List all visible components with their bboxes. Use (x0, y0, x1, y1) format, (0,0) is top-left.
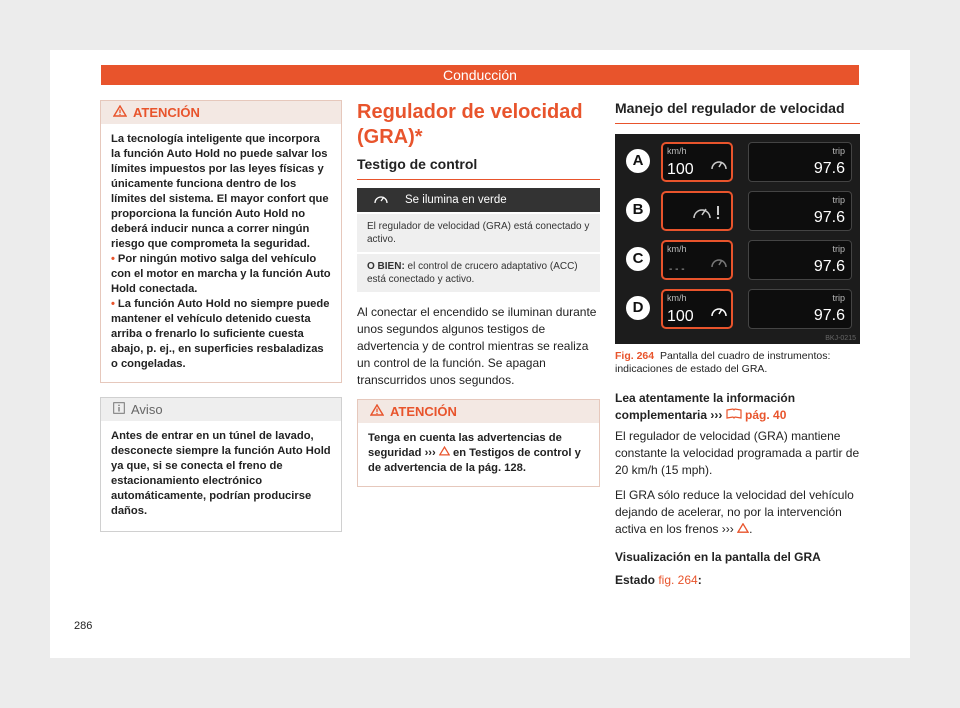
figure-row (623, 289, 852, 331)
speedometer-icon (709, 254, 729, 275)
warning-paragraph: La tecnología inteligente que incorpora la función Auto Hold no puede salvar los límites impuestos por las leyes físicas y únicamente funciona dentro de los límites del sistema. El mayor confort que proporciona la función Auto Hold no deberá inducir nunca a correr ningún riesgo que comprometa la seguridad. (111, 133, 329, 250)
trip-display: trip 97.6 (748, 142, 852, 182)
trip-display: trip 97.6 (748, 289, 852, 329)
figure-code: BKJ-0215 (825, 335, 856, 342)
gra-display: km/h - - - (661, 240, 733, 280)
lead-paragraph: Lea atentamente la información complementaria ››› pág. 40 (615, 391, 796, 422)
page-reference-link[interactable]: pág. 40 (741, 408, 787, 422)
page-number: 286 (74, 620, 93, 632)
figure-caption: Fig. 264 Pantalla del cuadro de instrumentos: indicaciones de estado del GRA. (615, 350, 831, 375)
gra-display: km/h 100 (661, 142, 733, 182)
speedometer-icon (709, 303, 729, 324)
trip-display: trip 97.6 (748, 240, 852, 280)
warning-body (101, 124, 341, 382)
warning-triangle-icon (370, 404, 384, 419)
figure-264 (615, 134, 860, 344)
info-icon (113, 402, 125, 417)
indicator-row: O BIEN: el control de crucero adaptativo (ACC) está conectado y activo. (357, 254, 600, 292)
note-body: Antes de entrar en un túnel de lavado, desconecte siempre la función Auto Hold ya que, si se conecta el freno de estacionamiento electrónico automáticamente, podrían producirse daños. (111, 430, 331, 517)
body-paragraph: El GRA sólo reduce la velocidad del vehículo dejando de acelerar, no por la intervención activa en los frenos ››› . (615, 488, 854, 536)
warning-body: Tenga en cuenta las advertencias de seguridad ››› en Testigos de control y de advertencia de la pág. 128. (368, 432, 581, 474)
figure-letter: A (626, 149, 650, 173)
warning-bullet: • La función Auto Hold no siempre puede mantener el vehículo detenido cuesta arriba o frenarlo lo suficiente cuesta abajo, p. ej., en superficies resbaladizas o congeladas. (111, 298, 330, 370)
note-header (101, 398, 341, 421)
note-box (100, 397, 342, 532)
indicator-header-label: Se ilumina en verde (405, 194, 507, 206)
warning-triangle-icon[interactable] (737, 522, 749, 536)
figure-letter: D (626, 296, 650, 320)
book-icon (726, 408, 742, 422)
body-paragraph: El regulador de velocidad (GRA) mantiene constante la velocidad programada a partir de 20 km/h (15 mph). (615, 429, 860, 477)
gra-display (661, 191, 733, 231)
note-title: Aviso (131, 402, 163, 417)
section-title: Manejo del regulador de velocidad (615, 100, 860, 124)
figure-reference-link[interactable]: fig. 264 (658, 573, 698, 587)
cross-reference-link[interactable]: en Testigos de control y de advertencia de la pág. 128. (368, 447, 581, 474)
warning-box (100, 100, 342, 383)
speedometer-icon (357, 192, 405, 209)
warning-triangle-icon (113, 105, 127, 120)
speedometer-icon (709, 156, 729, 177)
indicator-table (357, 188, 600, 292)
figure-row (623, 142, 852, 184)
speedometer-warning-icon (691, 203, 725, 226)
warning-bullet: • Por ningún motivo salga del vehículo con el motor en marcha y la función Auto Hold conectada. (111, 253, 331, 295)
body-paragraph: Al conectar el encendido se iluminan durante unos segundos algunos testigos de advertencia y de control mientras se realiza un control de la función. Se apagan transcurridos unos segundos. (357, 305, 597, 387)
status-line: Estado fig. 264: (615, 573, 702, 587)
warning-triangle-icon (439, 447, 450, 459)
indicator-row: El regulador de velocidad (GRA) está conectado y activo. (357, 214, 600, 252)
column-1 (100, 100, 342, 532)
warning-header (358, 400, 599, 423)
figure-letter: B (626, 198, 650, 222)
section-subtitle: Testigo de control (357, 156, 600, 180)
chapter-header: Conducción (101, 65, 859, 85)
column-2 (357, 100, 600, 501)
figure-letter: C (626, 247, 650, 271)
section-title: Regulador de velocidad (GRA)* (357, 101, 583, 148)
warning-header (101, 101, 341, 124)
indicator-table-header (357, 188, 600, 212)
figure-row (623, 191, 852, 233)
figure-row (623, 240, 852, 282)
warning-title: ATENCIÓN (390, 404, 457, 419)
gra-display: km/h 100 (661, 289, 733, 329)
warning-box (357, 399, 600, 487)
trip-display: trip 97.6 (748, 191, 852, 231)
subheading: Visualización en la pantalla del GRA (615, 550, 821, 564)
warning-title: ATENCIÓN (133, 105, 200, 120)
column-3 (615, 100, 860, 597)
